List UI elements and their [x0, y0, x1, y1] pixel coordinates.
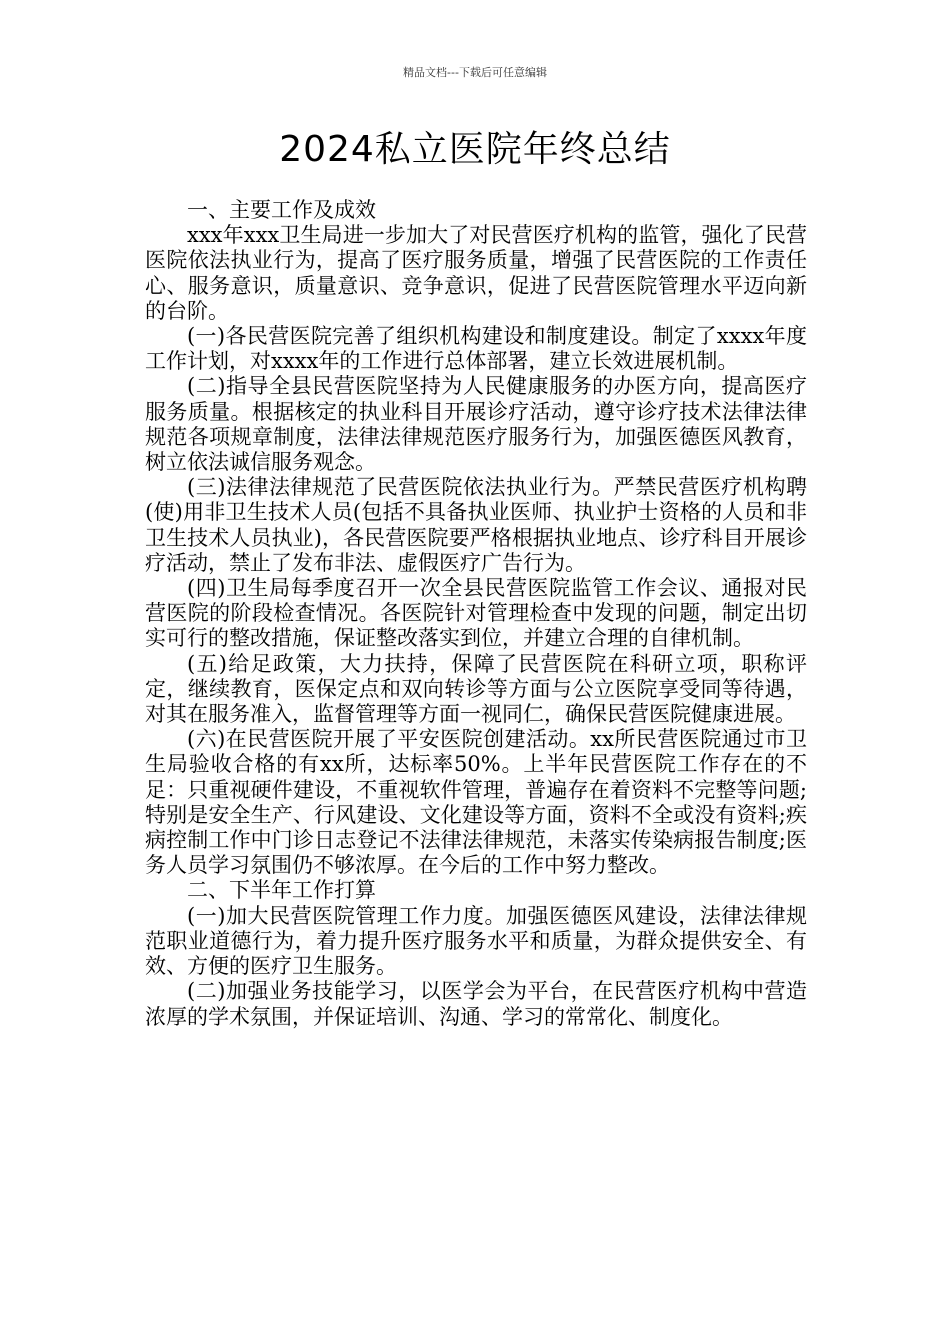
paragraph-plan-2: (二)加强业务技能学习，以医学会为平台，在民营医疗机构中营造浓厚的学术氛围，并保证培训、沟通、学习的常常化、制度化。	[145, 979, 807, 1029]
paragraph-item-2: (二)指导全县民营医院坚持为人民健康服务的办医方向，提高医疗服务质量。根据核定的执业科目开展诊疗活动，遵守诊疗技术法律法律规范各项规章制度，法律法律规范医疗服务行为，加强医德医风教育，树立依法诚信服务观念。	[145, 374, 807, 475]
paragraph-item-4: (四)卫生局每季度召开一次全县民营医院监管工作会议、通报对民营医院的阶段检查情况。各医院针对管理检查中发现的问题，制定出切实可行的整改措施，保证整改落实到位，并建立合理的自律机制。	[145, 576, 807, 651]
document-body	[145, 198, 807, 1030]
document-title: 2024私立医院年终总结	[279, 129, 671, 170]
paragraph-item-5: (五)给足政策，大力扶持，保障了民营医院在科研立项，职称评定，继续教育，医保定点和双向转诊等方面与公立医院享受同等待遇，对其在服务准入，监督管理等方面一视同仁，确保民营医院健康进展。	[145, 651, 807, 727]
paragraph-intro: xxx年xxx卫生局进一步加大了对民营医疗机构的监管，强化了民营医院依法执业行为，提高了医疗服务质量，增强了民营医院的工作责任心、服务意识，质量意识、竞争意识，促进了民营医院管理水平迈向新的台阶。	[145, 223, 807, 323]
paragraph-item-3: (三)法律法律规范了民营医院依法执业行为。严禁民营医疗机构聘(使)用非卫生技术人员(包括不具备执业医师、执业护士资格的人员和非卫生技术人员执业)，各民营医院要严格根据执业地点、诊疗科目开展诊疗活动，禁止了发布非法、虚假医疗广告行为。	[145, 475, 807, 575]
paragraph-item-1: (一)各民营医院完善了组织机构建设和制度建设。制定了xxxx年度工作计划，对xxxx年的工作进行总体部署，建立长效进展机制。	[145, 324, 807, 374]
section-heading-plans: 二、下半年工作打算	[187, 878, 376, 903]
paragraph-item-6: (六)在民营医院开展了平安医院创建活动。xx所民营医院通过市卫生局验收合格的有xx所，达标率50%。上半年民营医院工作存在的不足：只重视硬件建设，不重视软件管理，普遍存在着资料不完整等问题;特别是安全生产、行风建设、文化建设等方面，资料不全或没有资料;疾病控制工作中门诊日志登记不法律法律规范，未落实传染病报告制度;医务人员学习氛围仍不够浓厚。在今后的工作中努力整改。	[145, 727, 807, 878]
header-note: 精品文档---下载后可任意编辑	[403, 66, 547, 79]
paragraph-plan-1: (一)加大民营医院管理工作力度。加强医德医风建设，法律法律规范职业道德行为，着力提升医疗服务水平和质量，为群众提供安全、有效、方便的医疗卫生服务。	[145, 903, 807, 979]
section-heading-achievements: 一、主要工作及成效	[187, 198, 376, 222]
